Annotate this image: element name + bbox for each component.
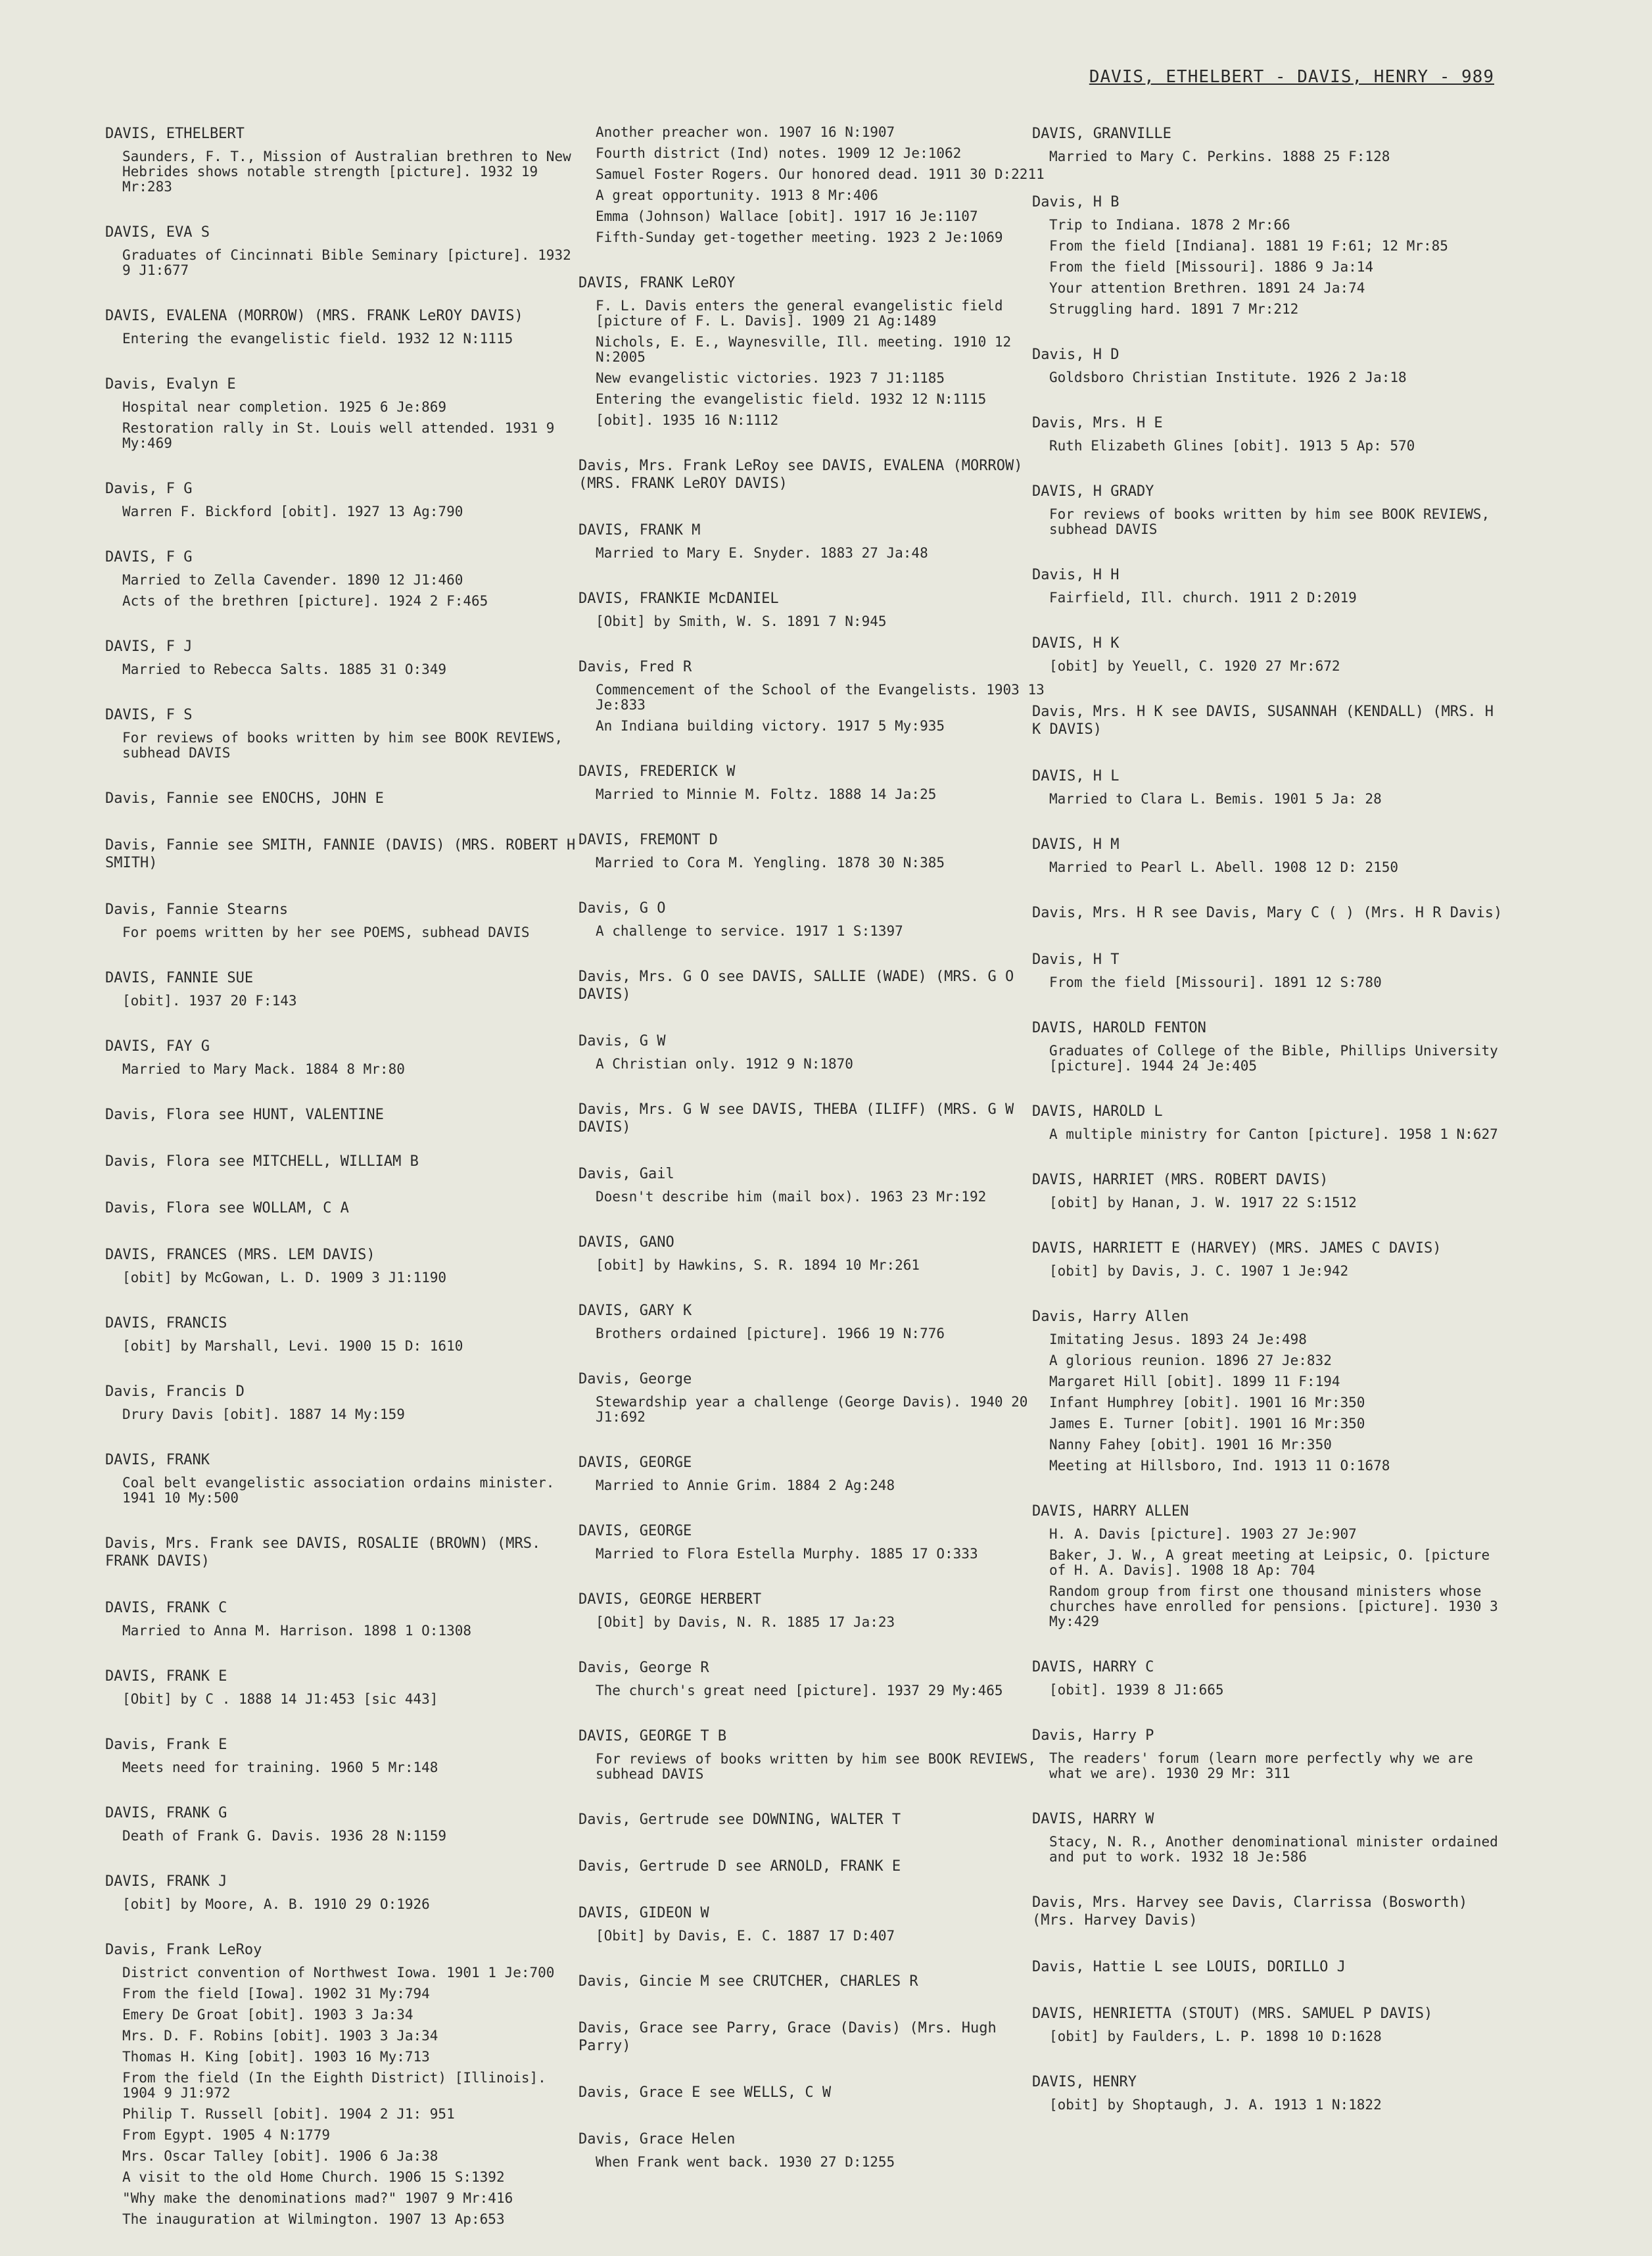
citation: Entering the evangelistic field. 1932 12 N:1115 xyxy=(596,391,987,407)
entry-heading: Davis, H T xyxy=(1032,951,1120,968)
entry-heading: Davis, Mrs. H E xyxy=(1032,415,1163,431)
entry-heading: DAVIS, HAROLD L xyxy=(1032,1103,1163,1120)
citation: Meets need for training. 1960 5 Mr:148 xyxy=(122,1760,438,1775)
citation: [obit] by Yeuell, C. 1920 27 Mr:672 xyxy=(1049,658,1340,674)
citation: A great opportunity. 1913 8 Mr:406 xyxy=(596,187,878,203)
index-entry xyxy=(1032,566,1505,606)
citation: For reviews of books written by him see BOOK REVIEWS, subhead DAVIS xyxy=(1049,506,1498,537)
citation: [Obit] by Smith, W. S. 1891 7 N:945 xyxy=(596,613,887,629)
entry-heading: Davis, Mrs. Frank see DAVIS, ROSALIE (BROWN) (MRS. FRANK DAVIS) xyxy=(105,1535,541,1570)
citation: F. L. Davis enters the general evangelistic field [picture of F. L. Davis]. 1909 21 Ag:1489 xyxy=(596,298,1012,329)
index-entry xyxy=(1032,1019,1505,1074)
entry-heading: Davis, Hattie L see LOUIS, DORILLO J xyxy=(1032,1959,1346,1975)
index-entry xyxy=(1032,483,1505,537)
entry-heading: DAVIS, FRANK C xyxy=(105,1600,227,1616)
citation: "Why make the denominations mad?" 1907 9 Mr:416 xyxy=(122,2190,513,2206)
index-entry xyxy=(578,457,1052,492)
citation: Death of Frank G. Davis. 1936 28 N:1159 xyxy=(122,1828,447,1844)
page-header: DAVIS, ETHELBERT - DAVIS, HENRY - 989 xyxy=(1089,67,1494,87)
index-entry xyxy=(578,1165,1052,1205)
index-entry xyxy=(578,1858,1052,1875)
entry-heading: DAVIS, GIDEON W xyxy=(578,1905,709,1921)
entry-heading: DAVIS, H L xyxy=(1032,768,1120,784)
entry-heading: Davis, Mrs. H R see Davis, Mary C ( ) (Mrs. H R Davis) xyxy=(1032,905,1503,921)
entry-heading: DAVIS, FRANCIS xyxy=(105,1315,227,1332)
index-entry xyxy=(578,763,1052,802)
citation: [obit] by Shoptaugh, J. A. 1913 1 N:1822 xyxy=(1049,2097,1382,2113)
index-entry xyxy=(578,1659,1052,1698)
entry-heading: Davis, Flora see MITCHELL, WILLIAM B xyxy=(105,1153,419,1170)
index-entry xyxy=(578,1973,1052,1990)
index-entry xyxy=(1032,1308,1505,1474)
citation: Philip T. Russell [obit]. 1904 2 J1: 951 xyxy=(122,2106,455,2122)
entry-heading: DAVIS, FRANCES (MRS. LEM DAVIS) xyxy=(105,1247,375,1263)
index-entry xyxy=(1032,2073,1505,2113)
index-entry xyxy=(1032,1239,1505,1279)
citation: The readers' forum (learn more perfectly why we are what we are). 1930 29 Mr: 311 xyxy=(1049,1750,1482,1781)
entry-heading: DAVIS, EVALENA (MORROW) (MRS. FRANK LeROY DAVIS) xyxy=(105,308,523,324)
index-entry xyxy=(105,125,578,195)
citation: [Obit] by C . 1888 14 J1:453 [sic 443] xyxy=(122,1691,438,1707)
index-entry xyxy=(578,521,1052,561)
index-entry xyxy=(105,1599,578,1639)
citation: Imitating Jesus. 1893 24 Je:498 xyxy=(1049,1332,1307,1347)
citation: From the field (In the Eighth District) [Illinois]. 1904 9 J1:972 xyxy=(122,2070,555,2101)
citation: Commencement of the School of the Evangelists. 1903 13 Je:833 xyxy=(596,682,1053,713)
citation: Coal belt evangelistic association ordains minister. 1941 10 My:500 xyxy=(122,1475,563,1506)
entry-heading: DAVIS, HAROLD FENTON xyxy=(1032,1020,1206,1036)
entry-heading: DAVIS, FRANK E xyxy=(105,1668,227,1685)
entry-heading: Davis, Mrs. Frank LeRoy see DAVIS, EVALENA (MORROW) (MRS. FRANK LeROY DAVIS) xyxy=(578,458,1023,492)
index-entry xyxy=(105,548,578,609)
citation: Married to Minnie M. Foltz. 1888 14 Ja:25 xyxy=(596,786,937,802)
citation: District convention of Northwest Iowa. 1901 1 Je:700 xyxy=(122,1965,555,1980)
citation: Mrs. D. F. Robins [obit]. 1903 3 Ja:34 xyxy=(122,2028,438,2044)
entry-heading: DAVIS, H M xyxy=(1032,836,1120,853)
index-entry xyxy=(105,638,578,677)
index-entry xyxy=(578,590,1052,629)
citation: Graduates of College of the Bible, Phillips University [picture]. 1944 24 Je:405 xyxy=(1049,1043,1507,1074)
index-entry xyxy=(578,1727,1052,1782)
entry-heading: Davis, Gertrude D see ARNOLD, FRANK E xyxy=(578,1858,901,1875)
entry-heading: Davis, Fannie see SMITH, FANNIE (DAVIS) (MRS. ROBERT H SMITH) xyxy=(105,837,576,871)
citation: Ruth Elizabeth Glines [obit]. 1913 5 Ap: 570 xyxy=(1049,438,1415,454)
index-entry xyxy=(1032,836,1505,875)
citation: [obit] by Marshall, Levi. 1900 15 D: 1610 xyxy=(122,1338,463,1354)
citation: Married to Mary C. Perkins. 1888 25 F:128 xyxy=(1049,149,1390,164)
entry-heading: Davis, Gail xyxy=(578,1166,674,1182)
entry-heading: DAVIS, HARRIET (MRS. ROBERT DAVIS) xyxy=(1032,1172,1329,1188)
entry-heading: DAVIS, ETHELBERT xyxy=(105,126,245,142)
index-entry xyxy=(578,1234,1052,1273)
citation: Baker, J. W., A great meeting at Leipsic, O. [picture of H. A. Davis]. 1908 18 Ap: 704 xyxy=(1049,1547,1498,1578)
entry-heading: Davis, G W xyxy=(578,1033,666,1049)
entry-heading: Davis, Gertrude see DOWNING, WALTER T xyxy=(578,1812,901,1828)
index-entry xyxy=(578,1101,1052,1136)
entry-heading: Davis, George xyxy=(578,1371,692,1387)
citation: H. A. Davis [picture]. 1903 27 Je:907 xyxy=(1049,1526,1357,1542)
citation: [obit] by Davis, J. C. 1907 1 Je:942 xyxy=(1049,1263,1349,1279)
index-entry xyxy=(1032,951,1505,990)
citation: An Indiana building victory. 1917 5 My:935 xyxy=(596,718,945,734)
entry-heading: Davis, Frank E xyxy=(105,1737,227,1753)
citation: For reviews of books written by him see BOOK REVIEWS, subhead DAVIS xyxy=(122,730,571,761)
entry-heading: DAVIS, H K xyxy=(1032,635,1120,652)
citation: Entering the evangelistic field. 1932 12 N:1115 xyxy=(122,331,513,347)
entry-heading: DAVIS, F J xyxy=(105,638,193,655)
entry-heading: Davis, Fannie Stearns xyxy=(105,901,289,918)
index-entry xyxy=(105,1535,578,1570)
entry-heading: Davis, Fannie see ENOCHS, JOHN E xyxy=(105,790,384,807)
index-entry xyxy=(578,900,1052,939)
index-entry xyxy=(105,1314,578,1354)
citation: The church's great need [picture]. 1937 29 My:465 xyxy=(596,1683,1003,1698)
citation: Margaret Hill [obit]. 1899 11 F:194 xyxy=(1049,1374,1340,1389)
index-entry xyxy=(1032,1894,1505,1929)
entry-heading: DAVIS, GANO xyxy=(578,1234,674,1251)
index-entry xyxy=(578,1522,1052,1562)
index-entry xyxy=(1032,1502,1505,1629)
citation: Stewardship year a challenge (George Davis). 1940 20 J1:692 xyxy=(596,1394,1037,1425)
citation: [Obit] by Davis, E. C. 1887 17 D:407 xyxy=(596,1928,895,1944)
entry-heading: DAVIS, FANNIE SUE xyxy=(105,970,254,986)
index-entry xyxy=(578,2130,1052,2170)
citation: Random group from first one thousand ministers whose churches have enrolled for pensions. [picture]. 1930 3 My:429 xyxy=(1049,1583,1507,1629)
index-entry xyxy=(578,2019,1052,2055)
index-entry xyxy=(578,968,1052,1003)
citation: Samuel Foster Rogers. Our honored dead. 1911 30 D:2211 xyxy=(596,166,1045,182)
citation: Drury Davis [obit]. 1887 14 My:159 xyxy=(122,1406,405,1422)
entry-heading: Davis, H B xyxy=(1032,194,1120,210)
index-entry xyxy=(105,1668,578,1707)
entry-heading: DAVIS, FRANK M xyxy=(578,522,701,539)
entry-heading: Davis, George R xyxy=(578,1660,709,1676)
entry-heading: DAVIS, HARRY ALLEN xyxy=(1032,1503,1189,1520)
citation: Married to Anna M. Harrison. 1898 1 O:1308 xyxy=(122,1623,472,1639)
entry-heading: Davis, Mrs. Harvey see Davis, Clarrissa (Bosworth) (Mrs. Harvey Davis) xyxy=(1032,1894,1468,1929)
citation: Nanny Fahey [obit]. 1901 16 Mr:350 xyxy=(1049,1437,1332,1452)
entry-heading: Davis, Harry Allen xyxy=(1032,1308,1189,1325)
citation: [obit] by Hanan, J. W. 1917 22 S:1512 xyxy=(1049,1195,1357,1211)
index-entry xyxy=(105,307,578,347)
index-entry xyxy=(1032,904,1505,922)
index-entry xyxy=(105,1383,578,1422)
citation: Trip to Indiana. 1878 2 Mr:66 xyxy=(1049,217,1290,233)
citation: Restoration rally in St. Louis well attended. 1931 9 My:469 xyxy=(122,420,563,451)
index-entry xyxy=(1032,1171,1505,1211)
entry-heading: Davis, H H xyxy=(1032,567,1120,583)
entry-heading: Davis, Frank LeRoy xyxy=(105,1942,262,1958)
index-entry xyxy=(105,1106,578,1124)
citation: Struggling hard. 1891 7 Mr:212 xyxy=(1049,301,1299,317)
citation: [Obit] by Davis, N. R. 1885 17 Ja:23 xyxy=(596,1614,895,1630)
index-entry xyxy=(578,274,1052,428)
citation: Married to Cora M. Yengling. 1878 30 N:385 xyxy=(596,855,945,871)
citation: Meeting at Hillsboro, Ind. 1913 11 O:1678 xyxy=(1049,1458,1390,1474)
index-entry xyxy=(105,1038,578,1077)
index-entry xyxy=(578,1591,1052,1630)
index-entry xyxy=(1032,703,1505,738)
citation: Stacy, N. R., Another denominational minister ordained and put to work. 1932 18 Je:586 xyxy=(1049,1834,1507,1865)
citation: Warren F. Bickford [obit]. 1927 13 Ag:790 xyxy=(122,504,463,519)
citation: Goldsboro Christian Institute. 1926 2 Ja:18 xyxy=(1049,370,1407,385)
index-entry xyxy=(105,375,578,451)
index-entry xyxy=(1032,1810,1505,1865)
citation: Married to Annie Grim. 1884 2 Ag:248 xyxy=(596,1477,895,1493)
citation: The inauguration at Wilmington. 1907 13 Ap:653 xyxy=(122,2211,505,2227)
index-entry xyxy=(105,901,578,940)
citation: [obit]. 1939 8 J1:665 xyxy=(1049,1682,1224,1698)
index-entry xyxy=(1032,414,1505,454)
index-entry xyxy=(1032,346,1505,385)
index-entry xyxy=(105,969,578,1009)
citation: From the field [Iowa]. 1902 31 My:794 xyxy=(122,1986,430,2002)
citation: Married to Mary Mack. 1884 8 Mr:80 xyxy=(122,1061,405,1077)
citation: A challenge to service. 1917 1 S:1397 xyxy=(596,923,903,939)
citation: For poems written by her see POEMS, subhead DAVIS xyxy=(122,924,530,940)
index-entry xyxy=(578,1454,1052,1493)
index-entry xyxy=(105,480,578,519)
citation: For reviews of books written by him see BOOK REVIEWS, subhead DAVIS xyxy=(596,1751,1045,1782)
entry-heading: DAVIS, EVA S xyxy=(105,224,210,241)
citation: Thomas H. King [obit]. 1903 16 My:713 xyxy=(122,2049,430,2065)
citation: From Egypt. 1905 4 N:1779 xyxy=(122,2127,331,2143)
citation: Emma (Johnson) Wallace [obit]. 1917 16 Je:1107 xyxy=(596,208,978,224)
citation: [obit]. 1937 20 F:143 xyxy=(122,993,297,1009)
citation: Fifth-Sunday get-together meeting. 1923 2 Je:1069 xyxy=(596,229,1003,245)
entry-heading: DAVIS, GEORGE xyxy=(578,1454,692,1471)
entry-heading: Davis, Fred R xyxy=(578,659,692,675)
index-entry xyxy=(1032,1103,1505,1142)
index-entry xyxy=(578,125,1052,245)
entry-heading: Davis, Mrs. H K see DAVIS, SUSANNAH (KENDALL) (MRS. H K DAVIS) xyxy=(1032,704,1494,738)
entry-heading: Davis, Grace see Parry, Grace (Davis) (Mrs. Hugh Parry) xyxy=(578,2020,997,2054)
entry-heading: Davis, Harry P xyxy=(1032,1727,1154,1744)
citation: Married to Rebecca Salts. 1885 31 O:349 xyxy=(122,661,447,677)
citation: From the field [Missouri]. 1891 12 S:780 xyxy=(1049,974,1382,990)
index-entry xyxy=(578,2084,1052,2101)
citation: James E. Turner [obit]. 1901 16 Mr:350 xyxy=(1049,1416,1365,1431)
entry-heading: Davis, Flora see WOLLAM, C A xyxy=(105,1200,349,1216)
citation: [obit]. 1935 16 N:1112 xyxy=(596,412,779,428)
entry-heading: Davis, Grace Helen xyxy=(578,2131,736,2148)
citation: Mrs. Oscar Talley [obit]. 1906 6 Ja:38 xyxy=(122,2148,438,2164)
citation: Married to Pearl L. Abell. 1908 12 D: 2150 xyxy=(1049,859,1399,875)
entry-heading: Davis, H D xyxy=(1032,347,1120,363)
entry-heading: DAVIS, FREMONT D xyxy=(578,832,718,848)
entry-heading: Davis, G O xyxy=(578,900,666,917)
index-entry xyxy=(105,790,578,807)
citation: Fourth district (Ind) notes. 1909 12 Je:1062 xyxy=(596,145,962,161)
entry-heading: DAVIS, HARRY C xyxy=(1032,1659,1154,1675)
entry-heading: DAVIS, GARY K xyxy=(578,1303,692,1319)
citation: Married to Zella Cavender. 1890 12 J1:460 xyxy=(122,572,463,588)
index-column-3 xyxy=(1032,125,1505,2142)
index-entry xyxy=(105,1873,578,1912)
entry-heading: Davis, Francis D xyxy=(105,1383,245,1400)
citation: Doesn't describe him (mail box). 1963 23 Mr:192 xyxy=(596,1189,987,1205)
citation: New evangelistic victories. 1923 7 J1:1185 xyxy=(596,370,945,386)
citation: A multiple ministry for Canton [picture]. 1958 1 N:627 xyxy=(1049,1126,1498,1142)
index-entry xyxy=(105,1941,578,2227)
index-entry xyxy=(1032,125,1505,164)
index-entry xyxy=(578,1302,1052,1341)
citation: [obit] by McGowan, L. D. 1909 3 J1:1190 xyxy=(122,1270,447,1285)
index-entry xyxy=(578,658,1052,734)
entry-heading: Davis, F G xyxy=(105,481,193,497)
index-entry xyxy=(105,836,578,872)
citation: Brothers ordained [picture]. 1966 19 N:776 xyxy=(596,1326,945,1341)
citation: A glorious reunion. 1896 27 Je:832 xyxy=(1049,1353,1332,1368)
index-entry xyxy=(1032,1958,1505,1976)
entry-heading: DAVIS, FAY G xyxy=(105,1038,210,1055)
index-entry xyxy=(105,1451,578,1506)
index-entry xyxy=(105,706,578,761)
entry-heading: Davis, Mrs. G O see DAVIS, SALLIE (WADE) (MRS. G O DAVIS) xyxy=(578,969,1014,1003)
entry-heading: Davis, Gincie M see CRUTCHER, CHARLES R xyxy=(578,1973,918,1990)
index-entry xyxy=(105,224,578,278)
citation: [obit] by Faulders, L. P. 1898 10 D:1628 xyxy=(1049,2028,1382,2044)
entry-heading: Davis, Flora see HUNT, VALENTINE xyxy=(105,1107,384,1123)
index-entry xyxy=(578,831,1052,871)
index-entry xyxy=(1032,2005,1505,2044)
entry-heading: DAVIS, FRANK G xyxy=(105,1805,227,1821)
citation: [obit] by Moore, A. B. 1910 29 O:1926 xyxy=(122,1896,430,1912)
citation: Another preacher won. 1907 16 N:1907 xyxy=(596,124,895,140)
index-column-1 xyxy=(105,125,578,2256)
citation: Saunders, F. T., Mission of Australian brethren to New Hebrides shows notable strength [picture]. 1932 19 Mr:283 xyxy=(122,149,580,195)
citation: A Christian only. 1912 9 N:1870 xyxy=(596,1056,853,1072)
index-entry xyxy=(1032,193,1505,317)
index-entry xyxy=(1032,1727,1505,1781)
citation: Acts of the brethren [picture]. 1924 2 F:465 xyxy=(122,593,488,609)
index-entry xyxy=(105,1736,578,1775)
citation: Fairfield, Ill. church. 1911 2 D:2019 xyxy=(1049,590,1357,606)
citation: Nichols, E. E., Waynesville, Ill. meeting. 1910 12 N:2005 xyxy=(596,334,1020,365)
citation: When Frank went back. 1930 27 D:1255 xyxy=(596,2154,895,2170)
entry-heading: DAVIS, F S xyxy=(105,707,193,723)
citation: [obit] by Hawkins, S. R. 1894 10 Mr:261 xyxy=(596,1257,920,1273)
entry-heading: DAVIS, GEORGE xyxy=(578,1523,692,1539)
citation: Graduates of Cincinnati Bible Seminary [picture]. 1932 9 J1:677 xyxy=(122,247,580,278)
entry-heading: DAVIS, GRANVILLE xyxy=(1032,126,1171,142)
entry-heading: Davis, Grace E see WELLS, C W xyxy=(578,2084,832,2101)
entry-heading: Davis, Mrs. G W see DAVIS, THEBA (ILIFF) (MRS. G W DAVIS) xyxy=(578,1101,1014,1136)
entry-heading: DAVIS, HENRIETTA (STOUT) (MRS. SAMUEL P DAVIS) xyxy=(1032,2005,1433,2022)
citation: From the field [Indiana]. 1881 19 F:61; 12 Mr:85 xyxy=(1049,238,1448,254)
entry-heading: DAVIS, HENRY xyxy=(1032,2074,1137,2090)
index-entry xyxy=(105,1246,578,1285)
entry-heading: Davis, Evalyn E xyxy=(105,376,236,393)
entry-heading: DAVIS, GEORGE HERBERT xyxy=(578,1591,762,1608)
index-entry xyxy=(1032,767,1505,807)
index-entry xyxy=(578,1370,1052,1425)
index-column-2 xyxy=(578,125,1052,2199)
entry-heading: DAVIS, FRANK xyxy=(105,1452,210,1468)
citation: Married to Mary E. Snyder. 1883 27 Ja:48 xyxy=(596,545,928,561)
entry-heading: DAVIS, H GRADY xyxy=(1032,483,1154,500)
citation: Infant Humphrey [obit]. 1901 16 Mr:350 xyxy=(1049,1395,1365,1410)
entry-heading: DAVIS, FRANK LeROY xyxy=(578,275,736,291)
index-entry xyxy=(578,1032,1052,1072)
citation: Hospital near completion. 1925 6 Je:869 xyxy=(122,399,447,415)
index-entry xyxy=(105,1199,578,1217)
index-entry xyxy=(578,1904,1052,1944)
entry-heading: DAVIS, FRANKIE McDANIEL xyxy=(578,590,779,607)
entry-heading: DAVIS, GEORGE T B xyxy=(578,1728,727,1744)
index-entry xyxy=(105,1804,578,1844)
entry-heading: DAVIS, F G xyxy=(105,549,193,565)
citation: A visit to the old Home Church. 1906 15 S:1392 xyxy=(122,2169,505,2185)
index-entry xyxy=(105,1153,578,1170)
citation: From the field [Missouri]. 1886 9 Ja:14 xyxy=(1049,259,1374,275)
index-entry xyxy=(1032,635,1505,674)
citation: Emery De Groat [obit]. 1903 3 Ja:34 xyxy=(122,2007,413,2023)
index-entry xyxy=(578,1811,1052,1829)
entry-heading: DAVIS, FREDERICK W xyxy=(578,763,736,780)
entry-heading: DAVIS, FRANK J xyxy=(105,1873,227,1890)
citation: Your attention Brethren. 1891 24 Ja:74 xyxy=(1049,280,1365,296)
index-entry xyxy=(1032,1658,1505,1698)
entry-heading: DAVIS, HARRY W xyxy=(1032,1811,1154,1827)
citation: Married to Flora Estella Murphy. 1885 17 O:333 xyxy=(596,1546,978,1562)
citation: Married to Clara L. Bemis. 1901 5 Ja: 28 xyxy=(1049,791,1382,807)
entry-heading: DAVIS, HARRIETT E (HARVEY) (MRS. JAMES C DAVIS) xyxy=(1032,1240,1442,1257)
